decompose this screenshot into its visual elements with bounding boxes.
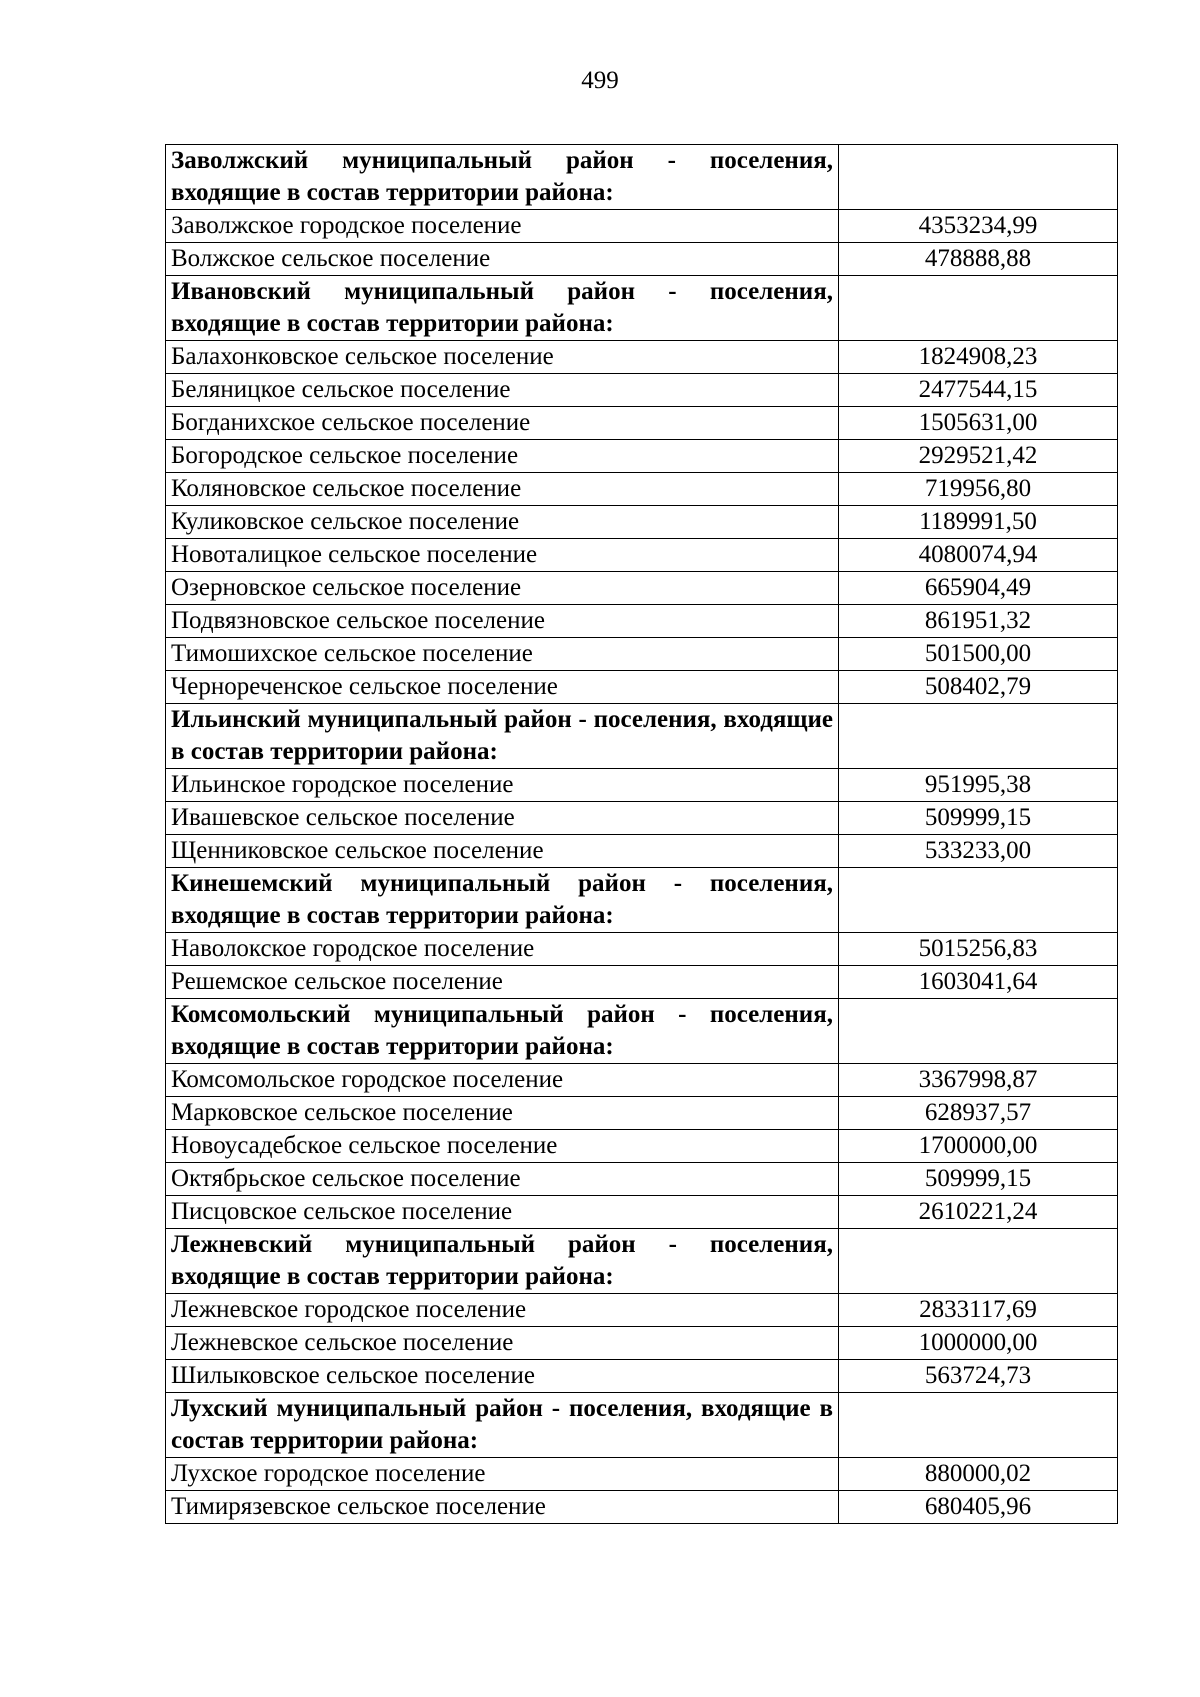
- settlement-row: [166, 1491, 1118, 1524]
- settlement-row: [166, 407, 1118, 440]
- settlement-amount: 1824908,23: [839, 341, 1118, 374]
- district-name: Кинешемский муниципальный район - поселения, входящие в состав территории района:: [166, 868, 839, 933]
- settlement-amount: 1700000,00: [839, 1130, 1118, 1163]
- settlement-amount: 719956,80: [839, 473, 1118, 506]
- settlement-name: Щенниковское сельское поселение: [166, 835, 839, 868]
- settlement-name: Чернореченское сельское поселение: [166, 671, 839, 704]
- district-name: Ивановский муниципальный район - поселения, входящие в состав территории района:: [166, 276, 839, 341]
- settlement-name: Решемское сельское поселение: [166, 966, 839, 999]
- settlement-name: Волжское сельское поселение: [166, 243, 839, 276]
- district-value-cell: [839, 1393, 1118, 1458]
- settlement-row: [166, 572, 1118, 605]
- settlement-name: Богородское сельское поселение: [166, 440, 839, 473]
- settlement-name: Лежневское городское поселение: [166, 1294, 839, 1327]
- district-value-cell: [839, 999, 1118, 1064]
- settlement-name: Балахонковское сельское поселение: [166, 341, 839, 374]
- settlement-name: Подвязновское сельское поселение: [166, 605, 839, 638]
- settlement-row: [166, 638, 1118, 671]
- settlement-row: [166, 1196, 1118, 1229]
- settlement-amount: 2477544,15: [839, 374, 1118, 407]
- settlement-row: [166, 671, 1118, 704]
- settlement-name: Наволокское городское поселение: [166, 933, 839, 966]
- settlement-amount: 880000,02: [839, 1458, 1118, 1491]
- settlement-amount: 1603041,64: [839, 966, 1118, 999]
- settlement-amount: 951995,38: [839, 769, 1118, 802]
- settlement-name: Марковское сельское поселение: [166, 1097, 839, 1130]
- settlement-row: [166, 966, 1118, 999]
- settlement-amount: 665904,49: [839, 572, 1118, 605]
- settlement-amount: 1505631,00: [839, 407, 1118, 440]
- settlement-amount: 533233,00: [839, 835, 1118, 868]
- district-name: Лежневский муниципальный район - поселения, входящие в состав территории района:: [166, 1229, 839, 1294]
- district-header-row: [166, 704, 1118, 769]
- page-number: 499: [581, 67, 619, 94]
- settlement-row: [166, 473, 1118, 506]
- settlement-name: Ивашевское сельское поселение: [166, 802, 839, 835]
- settlement-amount: 3367998,87: [839, 1064, 1118, 1097]
- district-header-row: [166, 999, 1118, 1064]
- settlement-row: [166, 1064, 1118, 1097]
- settlement-name: Коляновское сельское поселение: [166, 473, 839, 506]
- settlement-amount: 563724,73: [839, 1360, 1118, 1393]
- settlement-amount: 508402,79: [839, 671, 1118, 704]
- settlement-row: [166, 506, 1118, 539]
- settlement-row: [166, 835, 1118, 868]
- settlement-amount: 509999,15: [839, 1163, 1118, 1196]
- settlement-amount: 2929521,42: [839, 440, 1118, 473]
- settlement-row: [166, 1294, 1118, 1327]
- district-name: Лухский муниципальный район - поселения, входящие в состав территории района:: [166, 1393, 839, 1458]
- settlement-name: Ильинское городское поселение: [166, 769, 839, 802]
- district-value-cell: [839, 704, 1118, 769]
- settlement-row: [166, 539, 1118, 572]
- settlement-row: [166, 1327, 1118, 1360]
- district-value-cell: [839, 276, 1118, 341]
- settlement-amount: 1000000,00: [839, 1327, 1118, 1360]
- settlement-name: Куликовское сельское поселение: [166, 506, 839, 539]
- district-header-row: [166, 1229, 1118, 1294]
- settlement-name: Шилыковское сельское поселение: [166, 1360, 839, 1393]
- district-header-row: [166, 1393, 1118, 1458]
- settlement-row: [166, 769, 1118, 802]
- settlement-name: Лухское городское поселение: [166, 1458, 839, 1491]
- district-name: Ильинский муниципальный район - поселения, входящие в состав территории района:: [166, 704, 839, 769]
- settlement-amount: 501500,00: [839, 638, 1118, 671]
- settlement-row: [166, 1360, 1118, 1393]
- settlement-row: [166, 933, 1118, 966]
- settlement-amount: 2610221,24: [839, 1196, 1118, 1229]
- district-header-row: [166, 868, 1118, 933]
- settlement-name: Лежневское сельское поселение: [166, 1327, 839, 1360]
- settlement-row: [166, 210, 1118, 243]
- settlement-row: [166, 1130, 1118, 1163]
- settlements-table: [165, 144, 1118, 1524]
- settlement-name: Новоусадебское сельское поселение: [166, 1130, 839, 1163]
- settlement-name: Тимошихское сельское поселение: [166, 638, 839, 671]
- settlement-amount: 1189991,50: [839, 506, 1118, 539]
- settlement-amount: 2833117,69: [839, 1294, 1118, 1327]
- settlement-amount: 4080074,94: [839, 539, 1118, 572]
- settlement-name: Тимирязевское сельское поселение: [166, 1491, 839, 1524]
- settlement-row: [166, 374, 1118, 407]
- district-value-cell: [839, 145, 1118, 210]
- settlement-row: [166, 243, 1118, 276]
- settlement-name: Писцовское сельское поселение: [166, 1196, 839, 1229]
- settlement-amount: 628937,57: [839, 1097, 1118, 1130]
- district-name: Комсомольский муниципальный район - поселения, входящие в состав территории района:: [166, 999, 839, 1064]
- settlement-amount: 478888,88: [839, 243, 1118, 276]
- table-body: [166, 145, 1118, 1524]
- settlement-name: Заволжское городское поселение: [166, 210, 839, 243]
- settlement-name: Озерновское сельское поселение: [166, 572, 839, 605]
- settlement-row: [166, 605, 1118, 638]
- settlement-amount: 680405,96: [839, 1491, 1118, 1524]
- settlement-amount: 4353234,99: [839, 210, 1118, 243]
- settlement-amount: 5015256,83: [839, 933, 1118, 966]
- district-header-row: [166, 276, 1118, 341]
- settlement-row: [166, 802, 1118, 835]
- settlement-row: [166, 440, 1118, 473]
- settlement-name: Беляницкое сельское поселение: [166, 374, 839, 407]
- district-value-cell: [839, 1229, 1118, 1294]
- settlement-row: [166, 341, 1118, 374]
- settlement-row: [166, 1097, 1118, 1130]
- settlement-name: Комсомольское городское поселение: [166, 1064, 839, 1097]
- settlement-name: Октябрьское сельское поселение: [166, 1163, 839, 1196]
- settlement-amount: 509999,15: [839, 802, 1118, 835]
- settlement-amount: 861951,32: [839, 605, 1118, 638]
- settlement-row: [166, 1163, 1118, 1196]
- settlement-name: Новоталицкое сельское поселение: [166, 539, 839, 572]
- district-header-row: [166, 145, 1118, 210]
- settlement-row: [166, 1458, 1118, 1491]
- district-value-cell: [839, 868, 1118, 933]
- district-name: Заволжский муниципальный район - поселения, входящие в состав территории района:: [166, 145, 839, 210]
- settlement-name: Богданихское сельское поселение: [166, 407, 839, 440]
